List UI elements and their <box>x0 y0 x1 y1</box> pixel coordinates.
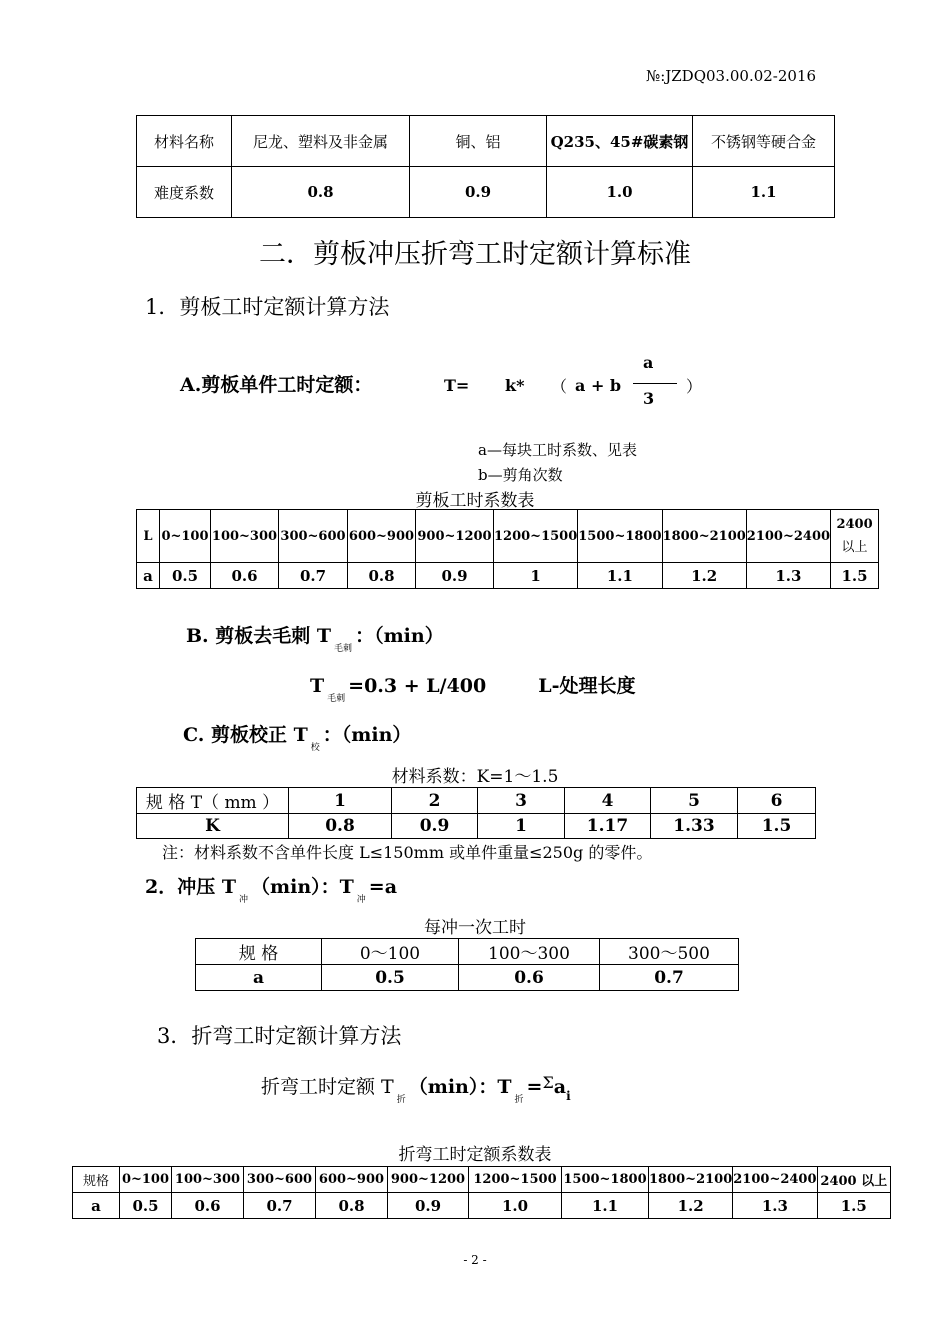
formula-a-right-paren: ） <box>686 377 703 396</box>
bend-formula-middle: （min）：T <box>408 1076 512 1098</box>
table-cell: 1.1 <box>578 563 662 589</box>
fraction-denominator: 3 <box>643 389 655 408</box>
table-cell: 0.6 <box>459 965 600 991</box>
fraction-numerator: a <box>643 353 654 372</box>
subscript: 折 <box>396 1095 406 1105</box>
table-cell: 0.6 <box>211 563 279 589</box>
table-cell: 0.5 <box>322 965 459 991</box>
k-table-note: 注：材料系数不含单件长度 L≤150mm 或单件重量≤250g 的零件。 <box>162 843 653 862</box>
table-cell: 0.9 <box>392 814 478 839</box>
table-cell: 规格 <box>73 1167 120 1193</box>
table-cell: 300～500 <box>600 939 739 965</box>
table-cell: 0.8 <box>316 1193 388 1219</box>
table-cell: 5 <box>651 788 738 814</box>
table-cell: 1800~2100 <box>662 510 746 563</box>
table-cell: 0.9 <box>388 1193 469 1219</box>
subscript: 冲 <box>238 895 248 905</box>
table-cell: 100～300 <box>459 939 600 965</box>
table-cell: a <box>137 563 160 589</box>
formula-symbol: a <box>553 1076 567 1098</box>
table-cell: 2 <box>392 788 478 814</box>
formula-a-left-paren: （ <box>551 377 568 396</box>
subscript: 毛刺 <box>327 694 346 704</box>
subscript: 折 <box>514 1095 524 1105</box>
table-cell: 6 <box>738 788 816 814</box>
shear-coefficient-table <box>136 509 879 589</box>
table-cell: 1.5 <box>831 563 879 589</box>
deburr-formula <box>310 671 636 704</box>
subsection-title-shearing: 1．剪板工时定额计算方法 <box>145 295 390 319</box>
table-cell <box>831 510 879 563</box>
shear-table-caption: 剪板工时系数表 <box>415 491 535 511</box>
correct-title-unit: ：（min） <box>322 724 412 746</box>
table-cell: 0.5 <box>120 1193 172 1219</box>
subscript: 校 <box>310 743 320 753</box>
table-cell: 4 <box>565 788 651 814</box>
table-cell: 1200~1500 <box>469 1167 562 1193</box>
table-row <box>137 116 835 167</box>
table-cell: 规 格 T（ mm ） <box>137 788 289 814</box>
table-cell: 1.3 <box>746 563 830 589</box>
table-row <box>196 965 739 991</box>
table-cell: 1.1 <box>562 1193 649 1219</box>
deburr-title-text: B. 剪板去毛刺 T <box>186 625 332 647</box>
punch-title-text: 2．冲压 T <box>145 876 236 898</box>
table-cell: K <box>137 814 289 839</box>
table-cell: 1.0 <box>547 167 693 218</box>
table-cell: 1.2 <box>662 563 746 589</box>
table-cell: 1.2 <box>649 1193 733 1219</box>
table-cell: 1.5 <box>817 1193 890 1219</box>
table-cell: 900~1200 <box>388 1167 469 1193</box>
table-cell: 0～100 <box>322 939 459 965</box>
table-cell: 2100~2400 <box>733 1167 817 1193</box>
table-cell: 1.5 <box>738 814 816 839</box>
document-number: №:JZDQ03.00.02-2016 <box>646 67 817 85</box>
material-factor-table <box>136 787 816 839</box>
table-cell: 1800~2100 <box>649 1167 733 1193</box>
formula-symbol: T <box>310 675 325 697</box>
table-cell: 1200~1500 <box>494 510 578 563</box>
deburr-title <box>186 621 444 654</box>
table-cell: 0.7 <box>244 1193 316 1219</box>
table-cell: 0.6 <box>172 1193 244 1219</box>
correct-title <box>183 720 411 753</box>
table-cell: 100~300 <box>211 510 279 563</box>
table-row <box>137 788 816 814</box>
fraction-bar <box>633 383 677 384</box>
table-cell: 1.3 <box>733 1193 817 1219</box>
subscript: 冲 <box>356 895 366 905</box>
table-cell: 0.8 <box>232 167 410 218</box>
table-cell: 0~100 <box>160 510 211 563</box>
table-cell: 300~600 <box>279 510 348 563</box>
table-cell: 100~300 <box>172 1167 244 1193</box>
table-cell: 难度系数 <box>137 167 232 218</box>
table-row <box>137 814 816 839</box>
table-cell: 0.7 <box>279 563 348 589</box>
range-upper: 2400 <box>836 517 873 532</box>
k-table-caption: 材料系数：K=1～1.5 <box>391 767 559 787</box>
note-a: a—每块工时系数、见表 <box>478 441 637 459</box>
table-row <box>73 1167 891 1193</box>
table-cell: 900~1200 <box>416 510 494 563</box>
table-cell: 1 <box>289 788 392 814</box>
table-row <box>137 563 879 589</box>
table-cell: 不锈钢等硬合金 <box>693 116 835 167</box>
table-cell: 2100~2400 <box>746 510 830 563</box>
table-row <box>73 1193 891 1219</box>
bend-coefficient-table <box>72 1166 891 1219</box>
table-cell: a <box>196 965 322 991</box>
punch-title <box>145 872 397 905</box>
formula-a-k: k* <box>505 376 525 395</box>
bend-formula <box>261 1072 571 1105</box>
table-cell: 600~900 <box>316 1167 388 1193</box>
table-cell: 2400 以上 <box>817 1167 890 1193</box>
table-cell: a <box>73 1193 120 1219</box>
bend-formula-text: 折弯工时定额 T <box>261 1076 394 1098</box>
table-cell: 1.33 <box>651 814 738 839</box>
table-cell: 铜、铝 <box>410 116 547 167</box>
note-b: b—剪角次数 <box>478 466 563 484</box>
table-cell: 0.9 <box>410 167 547 218</box>
formula-note: L-处理长度 <box>538 675 636 697</box>
table-cell: 0.8 <box>289 814 392 839</box>
table-cell: 0~100 <box>120 1167 172 1193</box>
punch-title-end: =a <box>368 876 398 898</box>
table-cell: 600~900 <box>348 510 416 563</box>
equals-sign: = <box>526 1076 543 1098</box>
table-cell: 1 <box>478 814 565 839</box>
table-cell: 1.17 <box>565 814 651 839</box>
formula-a-ab: a + b <box>575 376 622 395</box>
range-lower: 以上 <box>841 540 868 555</box>
table-cell: 1500~1800 <box>578 510 662 563</box>
deburr-title-unit: ：（min） <box>355 625 444 647</box>
table-row <box>137 167 835 218</box>
formula-expression: =0.3 + L/400 <box>348 675 487 697</box>
punch-table-caption: 每冲一次工时 <box>424 918 526 938</box>
table-cell: 1 <box>494 563 578 589</box>
subsection-title-bending: 3．折弯工时定额计算方法 <box>157 1024 402 1048</box>
table-cell: 0.7 <box>600 965 739 991</box>
table-cell: L <box>137 510 160 563</box>
subscript-i: i <box>566 1089 571 1103</box>
formula-a-label: A.剪板单件工时定额： <box>180 374 373 396</box>
table-cell: 1500~1800 <box>562 1167 649 1193</box>
material-difficulty-table <box>136 115 835 218</box>
page-number: - 2 - <box>463 1253 487 1267</box>
table-cell: 1.1 <box>693 167 835 218</box>
table-row <box>137 510 879 563</box>
punch-title-middle: （min）：T <box>251 876 354 898</box>
formula-a-t: T= <box>444 376 470 395</box>
punch-time-table <box>195 938 739 991</box>
bend-table-caption: 折弯工时定额系数表 <box>398 1145 552 1165</box>
table-cell: Q235、45#碳素钢 <box>547 116 693 167</box>
table-cell: 0.8 <box>348 563 416 589</box>
correct-title-text: C. 剪板校正 T <box>183 724 308 746</box>
table-cell: 3 <box>478 788 565 814</box>
table-cell: 规 格 <box>196 939 322 965</box>
table-cell: 1.0 <box>469 1193 562 1219</box>
table-row <box>196 939 739 965</box>
table-cell: 0.5 <box>160 563 211 589</box>
sigma-symbol: Σ <box>542 1073 554 1092</box>
subscript: 毛刺 <box>334 644 353 654</box>
table-cell: 300~600 <box>244 1167 316 1193</box>
table-cell: 0.9 <box>416 563 494 589</box>
section-title: 二．剪板冲压折弯工时定额计算标准 <box>259 239 691 270</box>
table-cell: 材料名称 <box>137 116 232 167</box>
table-cell: 尼龙、塑料及非金属 <box>232 116 410 167</box>
